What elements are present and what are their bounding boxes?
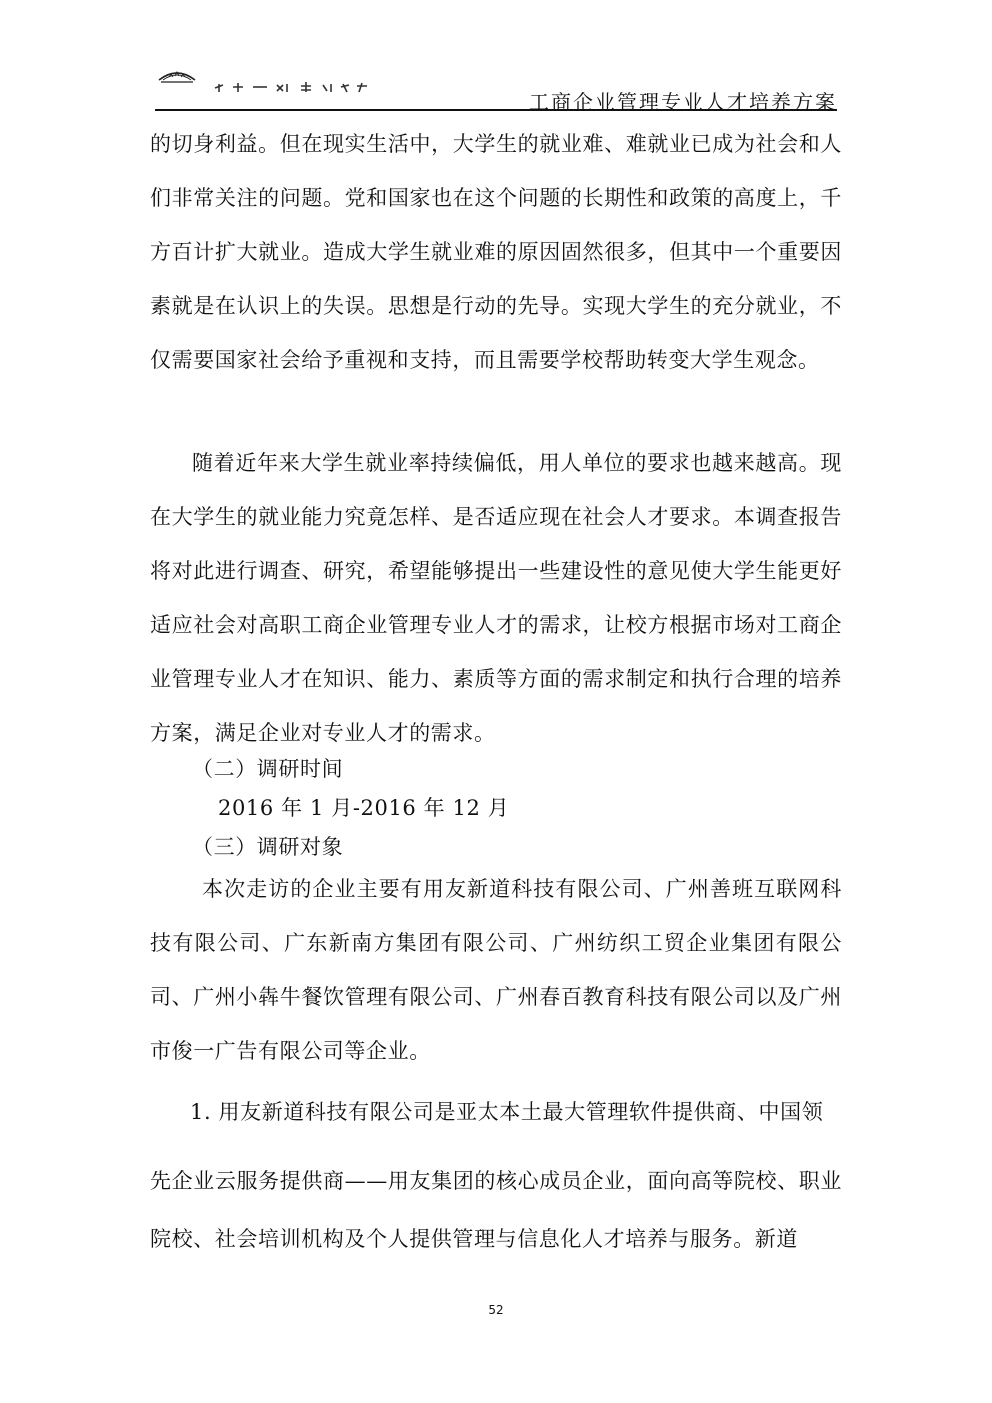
list-item-1-continuation: 先企业云服务提供商——用友集团的核心成员企业，面向高等院校、职业院校、社会培训机构及个人提供管理与信息化人才培养与服务。新道 (150, 1169, 842, 1251)
header-title: 工商企业管理专业人才培养方案 (529, 90, 837, 114)
section-heading-survey-targets: （三）调研对象 (192, 835, 344, 859)
paragraph-survey-purpose: 随着近年来大学生就业率持续偏低，用人单位的要求也越来越高。现在大学生的就业能力究竟怎样、是否适应现在社会人才要求。本调查报告将对此进行调查、研究，希望能够提出一些建设性的意见使大学生能更好适应社会对高职工商企业管理专业人才的需求，让校方根据市场对工商企业管理专业人才在知识、能力、素质等方面的需求制定和执行合理的培养方案，满足企业对专业人才的需求。 (150, 451, 842, 745)
school-logo (155, 68, 375, 98)
page-number: 52 (488, 1303, 504, 1317)
paragraph-visited-companies: 本次走访的企业主要有用友新道科技有限公司、广州善班互联网科技有限公司、广东新南方集团有限公司、广州纺织工贸企业集团有限公司、广州小犇牛餐饮管理有限公司、广州春百教育科技有限公司以及广州市俊一广告有限公司等企业。 (150, 877, 842, 1063)
survey-period-text: 2016 年 1 月-2016 年 12 月 (218, 796, 510, 820)
section-heading-survey-time: （二）调研时间 (192, 757, 344, 781)
page-header (155, 68, 837, 112)
list-item-1-first-line: 1. 用友新道科技有限公司是亚太本土最大管理软件提供商、中国领 (190, 1100, 824, 1124)
paragraph-employment-intro: 的切身利益。但在现实生活中，大学生的就业难、难就业已成为社会和人们非常关注的问题。党和国家也在这个问题的长期性和政策的高度上，千方百计扩大就业。造成大学生就业难的原因固然很多，但其中一个重要因素就是在认识上的失误。思想是行动的先导。实现大学生的充分就业，不仅需要国家社会给予重视和支持，而且需要学校帮助转变大学生观念。 (150, 132, 842, 372)
header-divider (155, 109, 837, 111)
